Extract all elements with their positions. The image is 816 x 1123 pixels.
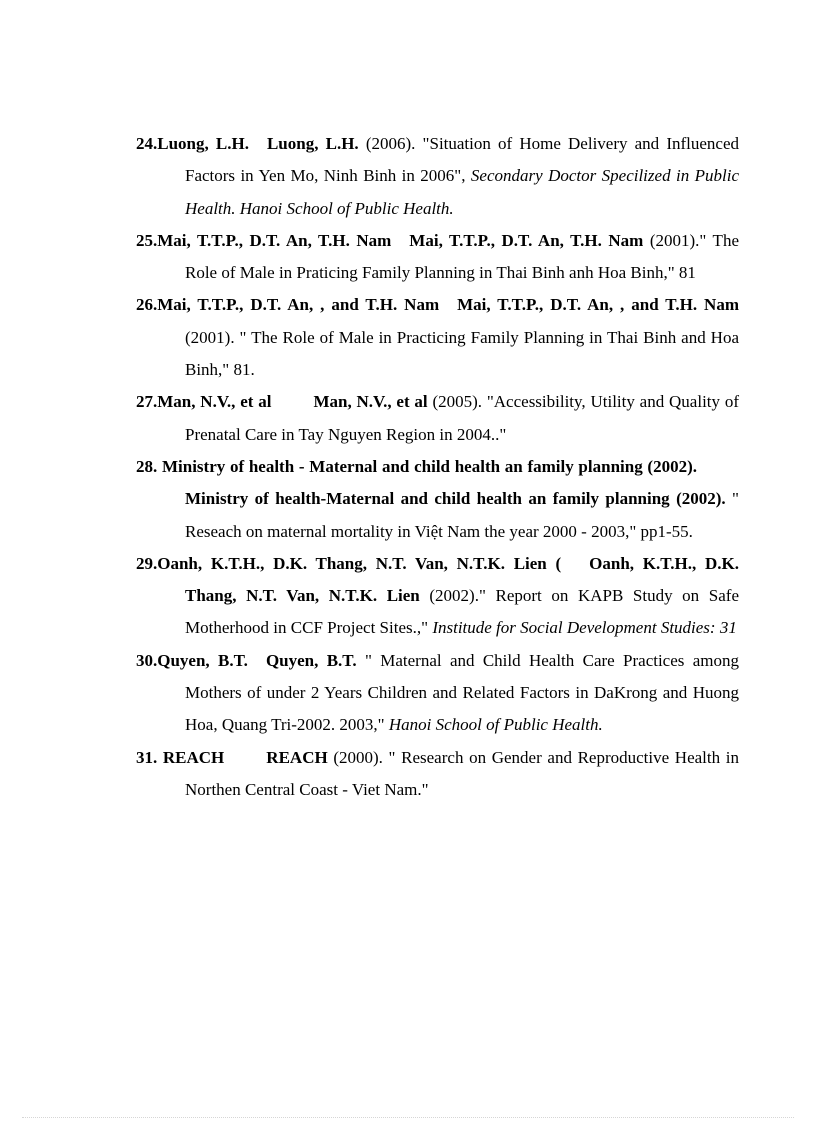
reference-details: (2001). " The Role of Male in Practicing Family Planning in Thai Binh and Hoa Binh," 81. [185,327,739,380]
reference-source: Secondary Doctor Specilized in Public Health. Hanoi School of Public Health. [185,166,739,218]
reference-28 [136,451,739,548]
reference-authors: Oanh, K.T.H., D.K. Thang, N.T. Van, N.T.K. Lien [185,553,739,606]
reference-key: 29.Oanh, K.T.H., D.K. Thang, N.T. Van, N.T.K. Lien ( [136,553,562,573]
reference-key: 28. Ministry of health - Maternal and child health an family planning (2002). [136,456,697,476]
reference-details: (2000). " Research on Gender and Reproductive Health in Northen Central Coast - Viet Nam." [185,747,739,799]
reference-key: 30.Quyen, B.T. [136,650,248,670]
reference-30 [136,645,739,742]
reference-key: 31. REACH [136,747,225,767]
reference-details: " Maternal and Child Health Care Practices among Mothers of under 2 Years Children and Related Factors in DaKrong and Huong Hoa, Quang Tri-2002. 2003," [185,650,739,735]
reference-key: 26.Mai, T.T.P., D.T. An, , and T.H. Nam [136,295,440,315]
reference-details: (2005). "Accessibility, Utility and Quality of Prenatal Care in Tay Nguyen Region in 2004.." [185,392,739,444]
reference-key: 24.Luong, L.H. [136,134,249,153]
reference-authors: Mai, T.T.P., D.T. An, , and T.H. Nam [457,295,739,315]
reference-authors: Mai, T.T.P., D.T. An, T.H. Nam [409,230,644,250]
reference-31 [136,742,739,807]
reference-list [136,128,739,806]
reference-details: (2001)." The Role of Male in Praticing Family Planning in Thai Binh anh Hoa Binh," 81 [185,230,739,283]
reference-source: Institude for Social Development Studies: 31 [432,618,737,638]
reference-24 [136,128,739,225]
reference-source: Hanoi School of Public Health. [388,715,603,735]
reference-details: " Reseach on maternal mortality in Việt Nam the year 2000 - 2003," pp1-55. [185,489,739,541]
reference-29 [136,548,739,645]
reference-26 [136,289,739,386]
reference-authors: Man, N.V., et al [313,392,428,412]
reference-25 [136,225,739,290]
page-bottom-divider [22,1117,794,1118]
reference-authors: Luong, L.H. [266,134,359,153]
reference-details: (2002)." Report on KAPB Study on Safe Motherhood in CCF Project Sites.," [185,586,739,638]
reference-details: (2006). "Situation of Home Delivery and Influenced Factors in Yen Mo, Ninh Binh in 2006", [185,134,740,186]
reference-key: 25.Mai, T.T.P., D.T. An, T.H. Nam [136,230,392,250]
reference-authors: REACH [266,747,328,767]
reference-key: 27.Man, N.V., et al [136,392,272,412]
reference-authors: Ministry of health-Maternal and child health an family planning (2002). [185,489,726,509]
reference-27 [136,386,739,451]
reference-authors: Quyen, B.T. [265,650,357,670]
